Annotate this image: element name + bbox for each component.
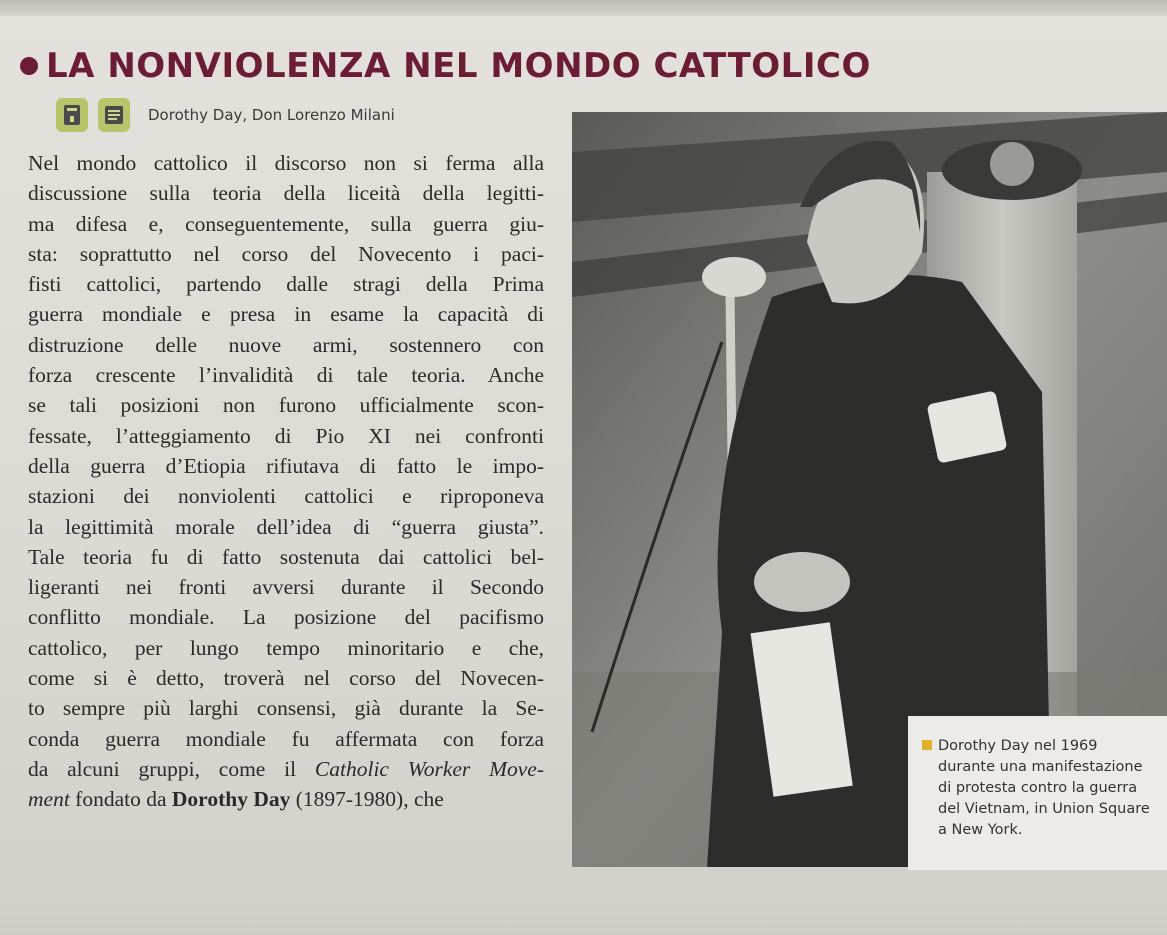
reference-bar: [56, 92, 395, 138]
section-heading: [20, 38, 1120, 94]
body-line: guerra mondiale e presa in esame la capacità di: [28, 302, 544, 327]
document-icon: [98, 98, 130, 132]
body-line: Tale teoria fu di fatto sostenuta dai cattolici bel-: [28, 544, 544, 569]
italic-title-run: Catholic Worker Move-: [314, 756, 544, 781]
body-text-run: (1897-1980), che: [290, 787, 444, 812]
body-line: [28, 784, 544, 814]
microphone: [702, 257, 766, 297]
body-line: conda guerra mondiale fu affermata con forza: [28, 726, 544, 751]
body-text-run: fondato da: [69, 787, 172, 812]
section-title: LA NONVIOLENZA NEL MONDO CATTOLICO: [46, 46, 871, 86]
page-top-edge: [0, 0, 1167, 16]
body-line: stazioni dei nonviolenti cattolici e riproponeva: [28, 484, 544, 509]
body-text-run: da alcuni gruppi, come il: [28, 756, 315, 781]
caption-line: durante una manifestazione: [938, 759, 1143, 775]
body-line: della guerra d’Etiopia rifiutava di fatto le impo-: [28, 453, 544, 478]
body-line: distruzione delle nuove armi, sostennero con: [28, 332, 544, 357]
italic-title-run: ment: [28, 787, 70, 812]
caption-line: del Vietnam, in Union Square: [938, 801, 1150, 817]
body-line: cattolico, per lungo tempo minoritario e che,: [28, 635, 544, 660]
body-line: ma difesa e, conseguentemente, sulla guerra giu-: [28, 211, 544, 236]
body-line: fisti cattolici, partendo dalle stragi della Prima: [28, 272, 544, 297]
body-line: Nel mondo cattolico il discorso non si ferma alla: [28, 151, 544, 175]
caption-line: di protesta contro la guerra: [938, 780, 1138, 796]
book-icon: [56, 98, 88, 132]
caption-line: Dorothy Day nel 1969: [938, 738, 1098, 754]
photo-caption: [908, 716, 1167, 870]
body-line: ligeranti nei fronti avversi durante il Secondo: [28, 575, 544, 600]
body-line: to sempre più larghi consensi, già durante la Se-: [28, 696, 544, 721]
body-line: come si è detto, troverà nel corso del Novecen-: [28, 666, 544, 691]
caption-line: a New York.: [938, 822, 1023, 838]
body-line: la legittimità morale dell’idea di “guerra giusta”.: [28, 514, 544, 539]
heading-bullet-icon: [20, 57, 38, 75]
body-line: conflitto mondiale. La posizione del pacifismo: [28, 605, 544, 630]
reference-links[interactable]: Dorothy Day, Don Lorenzo Milani: [148, 106, 395, 124]
article-body: [28, 148, 544, 815]
body-line: sta: soprattutto nel corso del Novecento i paci-: [28, 241, 544, 266]
body-line: [28, 754, 544, 784]
bold-name-run: Dorothy Day: [171, 787, 291, 812]
hands: [754, 552, 850, 612]
body-line: discussione sulla teoria della liceità della legitti-: [28, 181, 544, 206]
page-bottom-edge: [0, 895, 1167, 935]
body-line: fessate, l’atteggiamento di Pio XI nei confronti: [28, 423, 544, 448]
body-line: forza crescente l’invalidità di tale teoria. Anche: [28, 363, 544, 388]
caption-marker-icon: [922, 740, 932, 750]
body-line: se tali posizioni non furono ufficialmente scon-: [28, 393, 544, 418]
